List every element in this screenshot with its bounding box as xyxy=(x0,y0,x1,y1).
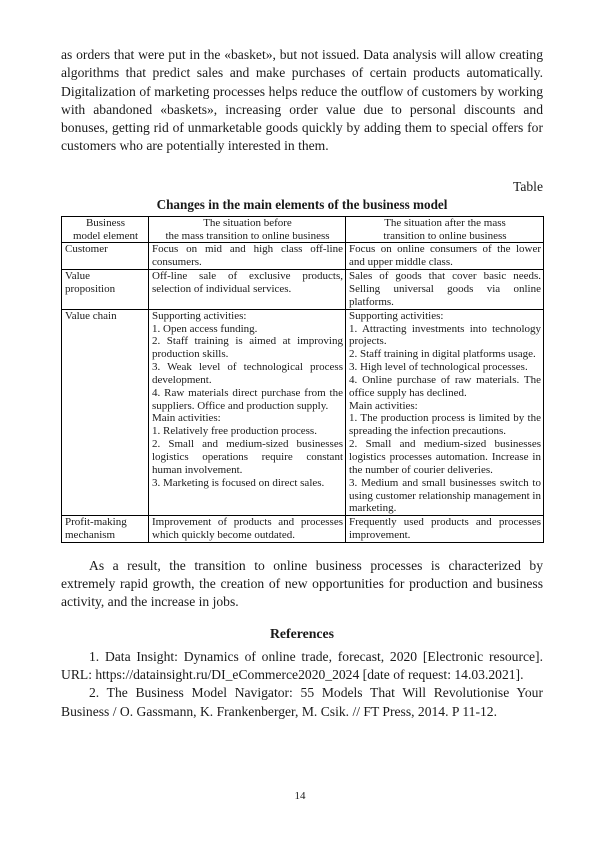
page-number: 14 xyxy=(294,790,306,802)
result-paragraph: As a result, the transition to online business processes is characterized by extremely rapid growth, the creation of new opportunities for production and business activity, and the increase in jobs. xyxy=(61,557,543,610)
header-situation-before: The situation before the mass transition to online business xyxy=(149,216,346,243)
references-list xyxy=(61,648,543,721)
business-model-table xyxy=(61,216,544,543)
header-business-model-element: Business model element xyxy=(62,216,149,243)
table-row xyxy=(62,516,544,543)
cell-before: Improvement of products and processes which quickly become outdated. xyxy=(149,516,346,543)
cell-after: Supporting activities: 1. Attracting investments into technology projects. 2. Staff training in digital platforms usage. 3. High level of technological processes. 4. Online purchase of raw materials. The office supply has declined. Main activities: 1. The production process is limited by the spreading the infection precautions. 2. Small and medium-sized businesses logistics processes automation. Increase in the number of courier deliveries. 3. Medium and small businesses switch to using customer relationship management in marketing. xyxy=(346,309,544,516)
page-body xyxy=(61,46,543,721)
intro-paragraph: as orders that were put in the «basket», but not issued. Data analysis will allow creating algorithms that predict sales and make purchases of certain products automatically. Digitalization of marketing processes helps reduce the outflow of customers by working with abandoned «baskets», increasing order value due to personal discounts and bonuses, getting rid of unmarketable goods quickly by adding them to special offers for customers who are potentially interested in them. xyxy=(61,47,543,154)
table-header-row xyxy=(62,216,544,243)
cell-after: Focus on online consumers of the lower and upper middle class. xyxy=(346,243,544,270)
reference-item: 2. The Business Model Navigator: 55 Models That Will Revolutionise Your Business / O. Gassmann, K. Frankenberger, M. Csik. // FT Press, 2014. P 11-12. xyxy=(61,685,543,719)
cell-before: Off-line sale of exclusive products, selection of individual services. xyxy=(149,270,346,310)
cell-element: Profit-making mechanism xyxy=(62,516,149,543)
table-row xyxy=(62,243,544,270)
header-situation-after: The situation after the mass transition to online business xyxy=(346,216,544,243)
reference-item: 1. Data Insight: Dynamics of online trade, forecast, 2020 [Electronic resource]. URL: https://datainsight.ru/DI_eCommerce2020_2024 [date of request: 14.03.2021]. xyxy=(61,648,543,683)
cell-after: Sales of goods that cover basic needs. Selling universal goods via online platforms. xyxy=(346,270,544,310)
references-heading: References xyxy=(269,625,335,641)
cell-before: Supporting activities: 1. Open access funding. 2. Staff training is aimed at improving production skills. 3. Weak level of technological process development. 4. Raw materials direct purchase from the suppliers. Office and production supply. Main activities: 1. Relatively free production process. 2. Small and medium-sized businesses logistics operations require constant human involvement. 3. Marketing is focused on direct sales. xyxy=(149,309,346,516)
table-label: Table xyxy=(513,178,543,194)
cell-element: Customer xyxy=(62,243,149,270)
cell-element: Value proposition xyxy=(62,270,149,310)
table-caption: Changes in the main elements of the business model xyxy=(156,196,448,212)
cell-element: Value chain xyxy=(62,309,149,516)
cell-after: Frequently used products and processes improvement. xyxy=(346,516,544,543)
cell-before: Focus on mid and high class off-line consumers. xyxy=(149,243,346,270)
table-row xyxy=(62,309,544,516)
table-row xyxy=(62,270,544,310)
